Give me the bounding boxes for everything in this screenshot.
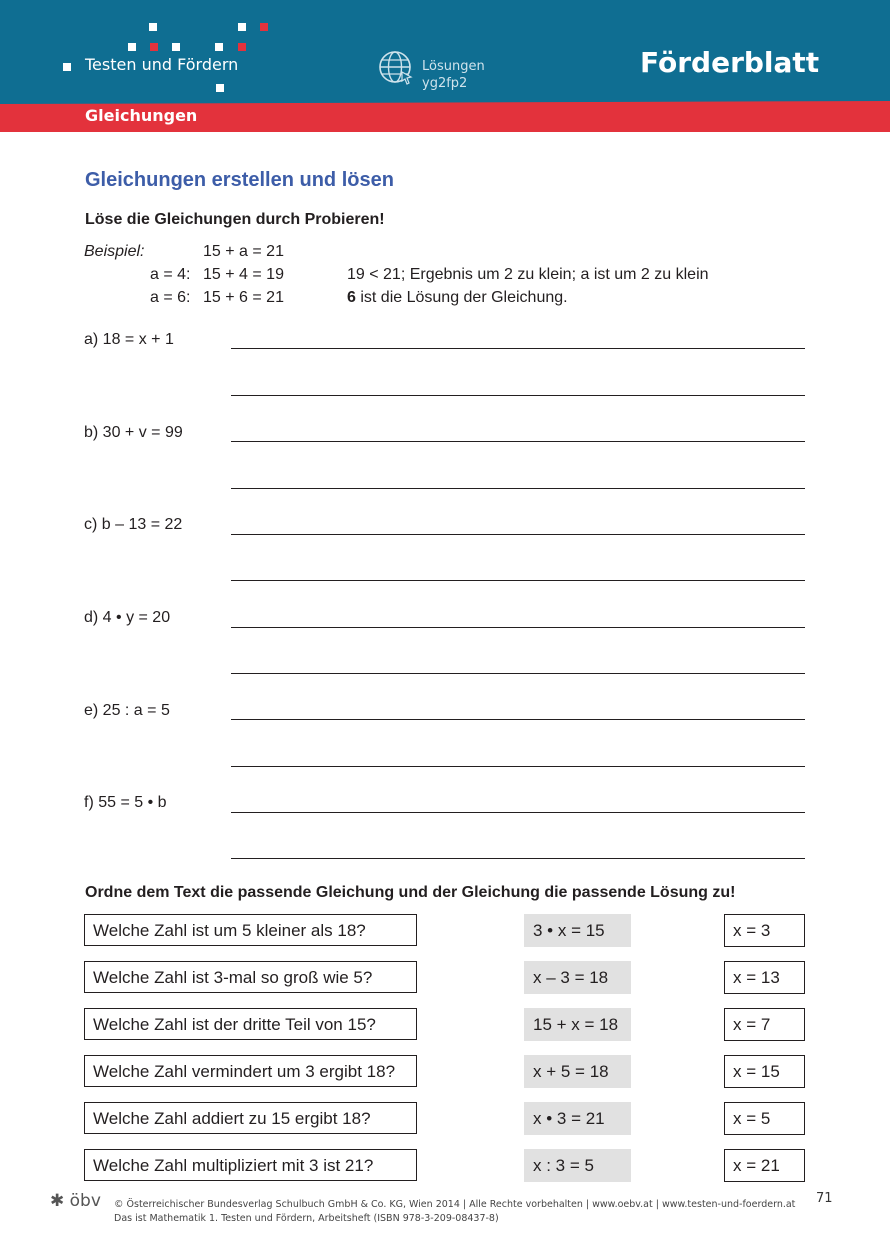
exercise-label: a) 18 = x + 1 xyxy=(84,331,174,348)
example-comment xyxy=(347,289,568,307)
loesungen-code[interactable]: yg2fp2 xyxy=(422,76,468,91)
answer-line[interactable] xyxy=(231,858,805,859)
matching-equation[interactable]: x + 5 = 18 xyxy=(524,1055,631,1088)
matching-equation[interactable]: x : 3 = 5 xyxy=(524,1149,631,1182)
matching-text[interactable]: Welche Zahl ist der dritte Teil von 15? xyxy=(84,1008,417,1040)
footer-book: Das ist Mathematik 1. Testen und Fördern, Arbeitsheft (ISBN 978-3-209-08437-8) xyxy=(114,1213,499,1224)
matching-equation[interactable]: 15 + x = 18 xyxy=(524,1008,631,1041)
publisher-logo-text: öbv xyxy=(69,1191,101,1211)
answer-line[interactable] xyxy=(231,719,805,720)
matching-text[interactable]: Welche Zahl addiert zu 15 ergibt 18? xyxy=(84,1102,417,1134)
exercise-label: d) 4 • y = 20 xyxy=(84,609,171,626)
answer-line[interactable] xyxy=(231,348,805,349)
example-calc: 15 + 4 = 19 xyxy=(203,266,284,283)
matching-solution[interactable]: x = 13 xyxy=(724,961,805,994)
section-title: Gleichungen erstellen und lösen xyxy=(85,169,394,191)
example-try: a = 4: xyxy=(150,266,191,283)
matching-solution[interactable]: x = 21 xyxy=(724,1149,805,1182)
star-icon: ✱ xyxy=(50,1191,65,1211)
answer-line[interactable] xyxy=(231,441,805,442)
exercise-label: f) 55 = 5 • b xyxy=(84,794,167,811)
answer-line[interactable] xyxy=(231,766,805,767)
page-number: 71 xyxy=(816,1191,833,1206)
matching-equation[interactable]: x – 3 = 18 xyxy=(524,961,631,994)
globe-icon[interactable] xyxy=(378,50,414,86)
matching-solution[interactable]: x = 5 xyxy=(724,1102,805,1135)
example-equation: 15 + a = 21 xyxy=(203,243,284,260)
example-comment-rest: ist die Lösung der Gleichung. xyxy=(355,289,568,306)
answer-line[interactable] xyxy=(231,627,805,628)
answer-line[interactable] xyxy=(231,673,805,674)
example-calc: 15 + 6 = 21 xyxy=(203,289,284,306)
exercise-label: e) 25 : a = 5 xyxy=(84,702,170,719)
matching-text[interactable]: Welche Zahl ist 3-mal so groß wie 5? xyxy=(84,961,417,993)
answer-line[interactable] xyxy=(231,580,805,581)
matching-equation[interactable]: 3 • x = 15 xyxy=(524,914,631,947)
answer-line[interactable] xyxy=(231,534,805,535)
publisher-logo xyxy=(50,1191,101,1211)
example-label: Beispiel: xyxy=(84,243,145,260)
exercise-label: c) b – 13 = 22 xyxy=(84,516,183,533)
brand-name: Testen und Fördern xyxy=(85,55,239,74)
matching-equation[interactable]: x • 3 = 21 xyxy=(524,1102,631,1135)
instruction-matching: Ordne dem Text die passende Gleichung und der Gleichung die passende Lösung zu! xyxy=(85,884,736,901)
loesungen-label[interactable]: Lösungen xyxy=(422,59,485,74)
matching-text[interactable]: Welche Zahl vermindert um 3 ergibt 18? xyxy=(84,1055,417,1087)
answer-line[interactable] xyxy=(231,812,805,813)
matching-solution[interactable]: x = 3 xyxy=(724,914,805,947)
matching-solution[interactable]: x = 7 xyxy=(724,1008,805,1041)
matching-text[interactable]: Welche Zahl ist um 5 kleiner als 18? xyxy=(84,914,417,946)
footer-copyright: © Österreichischer Bundesverlag Schulbuch GmbH & Co. KG, Wien 2014 | Alle Rechte vorbehalten | www.oebv.at | www.testen-und-foerdern.at xyxy=(114,1199,796,1210)
example-try: a = 6: xyxy=(150,289,191,306)
example-solution-bold: 6 xyxy=(347,289,356,306)
answer-line[interactable] xyxy=(231,395,805,396)
instruction-probieren: Löse die Gleichungen durch Probieren! xyxy=(85,211,385,228)
exercise-label: b) 30 + v = 99 xyxy=(84,424,183,441)
topic-label: Gleichungen xyxy=(85,106,198,125)
example-comment: 19 < 21; Ergebnis um 2 zu klein; a ist um 2 zu klein xyxy=(347,266,709,283)
matching-text[interactable]: Welche Zahl multipliziert mit 3 ist 21? xyxy=(84,1149,417,1181)
matching-solution[interactable]: x = 15 xyxy=(724,1055,805,1088)
doc-type-title: Förderblatt xyxy=(640,46,820,79)
answer-line[interactable] xyxy=(231,488,805,489)
